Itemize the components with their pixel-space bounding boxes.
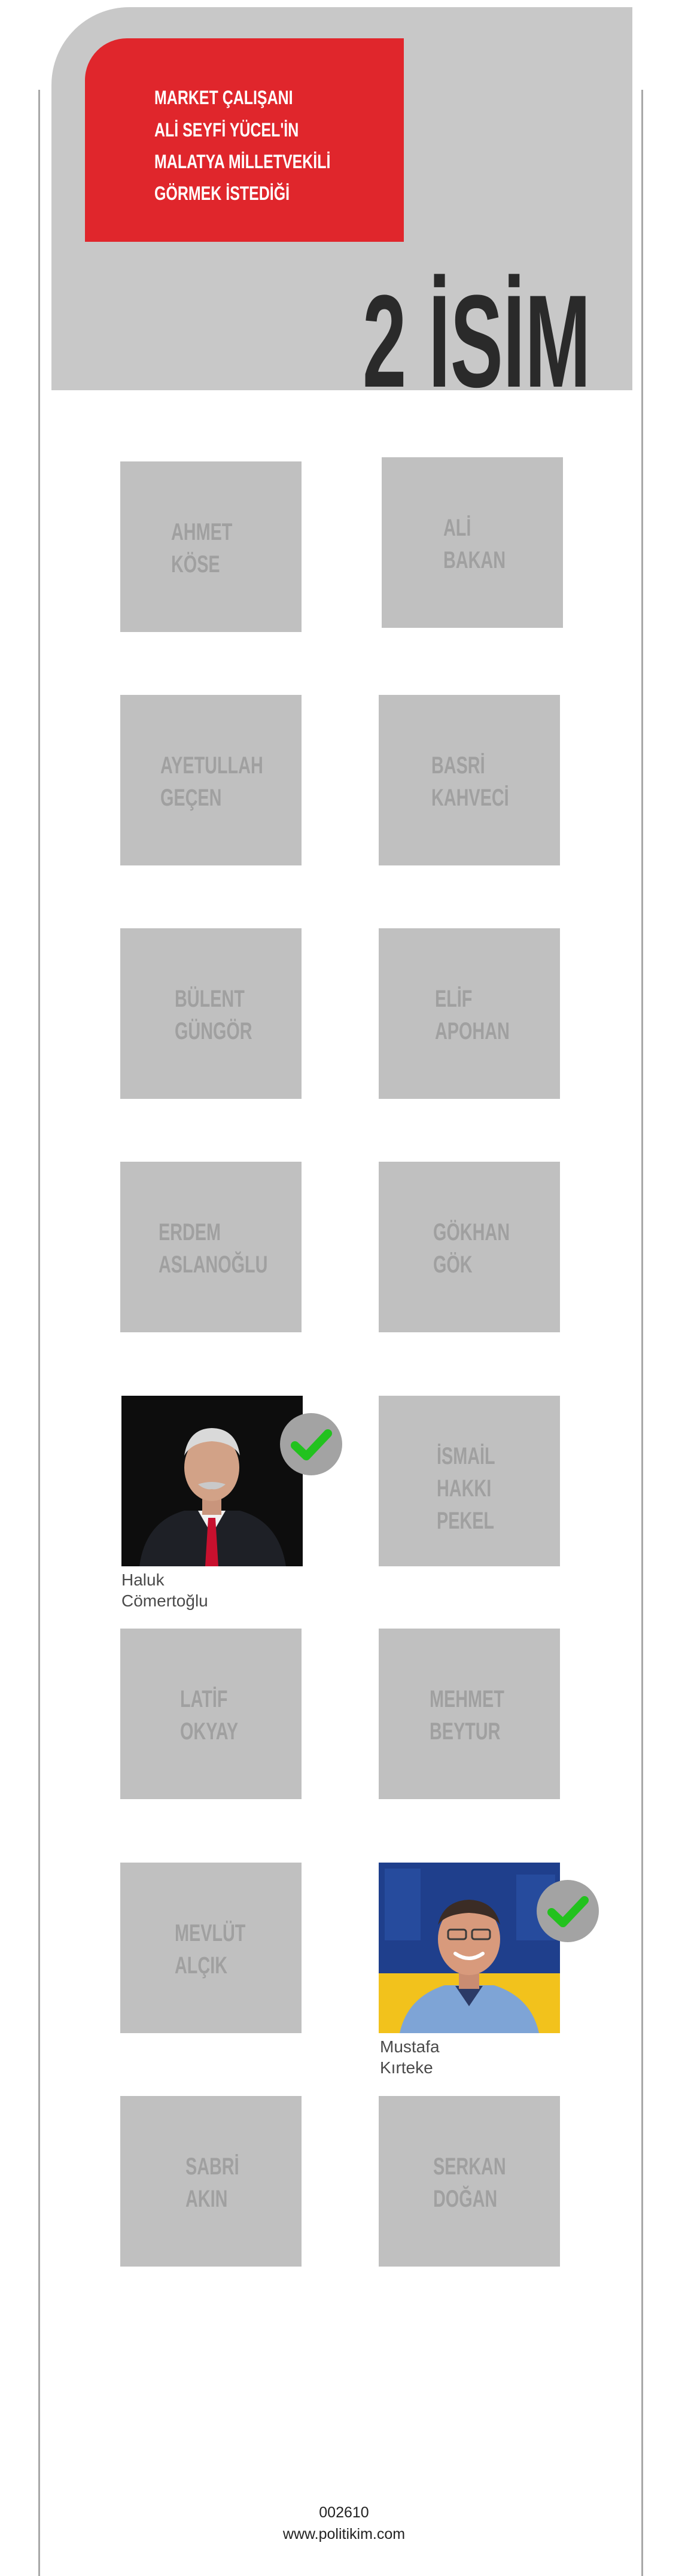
candidate-name: SABRİ AKIN — [185, 2153, 239, 2213]
candidate-card-mehmet-beytur[interactable] — [379, 1629, 560, 1799]
candidate-name: BASRİ KAHVECİ — [431, 752, 509, 812]
candidate-name: LATİF OKYAY — [179, 1686, 239, 1745]
frame-right-line — [641, 90, 643, 2576]
candidate-name: ELİF APOHAN — [434, 986, 510, 1045]
candidate-card-ahmet-kose[interactable] — [120, 461, 302, 632]
candidate-name: AYETULLAH GEÇEN — [160, 752, 263, 812]
headline-line-4: GÖRMEK İSTEDİĞİ — [154, 183, 290, 204]
candidate-card-sabri-akin[interactable] — [120, 2096, 302, 2267]
candidate-card-ismail-hakki-pekel[interactable] — [379, 1396, 560, 1566]
footer-code: 002610 — [319, 2504, 369, 2521]
headline-box — [85, 38, 404, 242]
candidate-name: MEHMET BEYTUR — [429, 1686, 504, 1745]
frame-left-line — [38, 90, 40, 2576]
check-icon — [280, 1413, 342, 1475]
candidate-card-latif-okyay[interactable] — [120, 1629, 302, 1799]
footer-url[interactable]: www.politikim.com — [282, 2526, 406, 2542]
candidate-card-mevlut-alcik[interactable] — [120, 1863, 302, 2033]
check-icon — [537, 1880, 599, 1942]
candidate-card-ayetullah-gecen[interactable] — [120, 695, 302, 865]
headline-line-3: MALATYA MİLLETVEKİLİ — [154, 151, 331, 172]
candidate-caption-haluk: Haluk Cömertoğlu — [121, 1570, 208, 1610]
headline-line-2: ALİ SEYFİ YÜCEL'İN — [154, 119, 299, 141]
candidate-card-basri-kahveci[interactable] — [379, 695, 560, 865]
candidate-card-gokhan-gok[interactable] — [379, 1162, 560, 1332]
candidate-name: MEVLÜT ALÇIK — [174, 1920, 246, 1979]
candidate-card-serkan-dogan[interactable] — [379, 2096, 560, 2267]
candidate-name: ERDEM ASLANOĞLU — [158, 1219, 268, 1278]
candidate-name: GÖKHAN GÖK — [433, 1219, 510, 1278]
candidate-card-erdem-aslanoglu[interactable] — [120, 1162, 302, 1332]
candidate-photo-mustafa-kirteke[interactable] — [379, 1863, 560, 2033]
candidate-card-elif-apohan[interactable] — [379, 928, 560, 1099]
candidate-name: SERKAN DOĞAN — [433, 2153, 506, 2213]
candidate-card-bulent-gungor[interactable] — [120, 928, 302, 1099]
page-title: 2 İSİM — [363, 268, 591, 415]
candidate-name: BÜLENT GÜNGÖR — [174, 986, 252, 1045]
candidate-name: İSMAİL HAKKI PEKEL — [436, 1443, 495, 1535]
candidate-caption-mustafa: Mustafa Kırteke — [380, 2037, 440, 2077]
candidate-name: AHMET KÖSE — [171, 519, 233, 578]
candidate-card-ali-bakan[interactable] — [382, 457, 563, 628]
headline-line-1: MARKET ÇALIŞANI — [154, 87, 293, 108]
candidate-photo-haluk-comertoglu[interactable] — [121, 1396, 303, 1566]
candidate-name: ALİ BAKAN — [443, 515, 506, 574]
